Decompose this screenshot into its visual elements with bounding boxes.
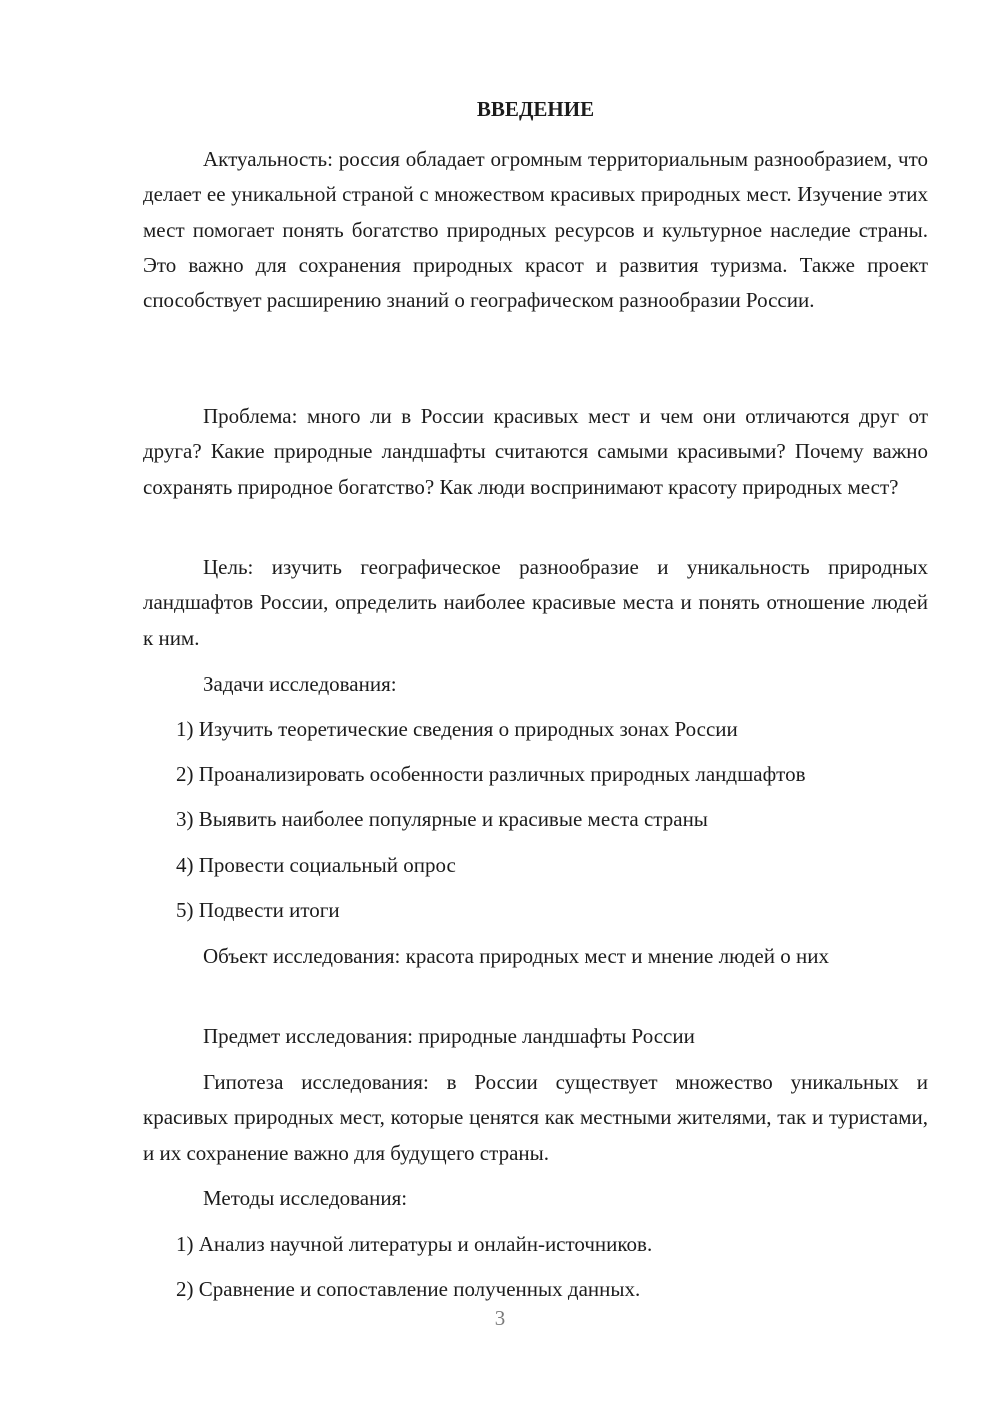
methods-heading: Методы исследования:: [203, 1186, 408, 1210]
page-number: 3: [494, 1306, 506, 1330]
page-title: ВВЕДЕНИЕ: [476, 97, 595, 121]
object-paragraph: Объект исследования: красота природных мест и мнение людей о них: [203, 944, 829, 968]
method-item: 1) Анализ научной литературы и онлайн-источников.: [176, 1232, 653, 1256]
relevance-paragraph: Актуальность: россия обладает огромным территориальным разнообразием, что делает ее уникальной страной с множеством красивых природных мест. Изучение этих мест помогает понять богатство природных ресурсов и культурное наследие страны. Это важно для сохранения природных красот и развития туризма. Также проект способствует расширению знаний о географическом разнообразии России.: [143, 147, 928, 313]
task-item: 5) Подвести итоги: [176, 898, 340, 922]
task-item: 2) Проанализировать особенности различных природных ландшафтов: [176, 762, 806, 786]
task-item: 3) Выявить наиболее популярные и красивые места страны: [176, 807, 708, 831]
hypothesis-paragraph: Гипотеза исследования: в России существует множество уникальных и красивых природных мест, которые ценятся как местными жителями, так и туристами, и их сохранение важно для будущего страны.: [143, 1070, 928, 1165]
task-item: 1) Изучить теоретические сведения о природных зонах России: [176, 717, 738, 741]
goal-paragraph: Цель: изучить географическое разнообразие и уникальность природных ландшафтов России, определить наиболее красивые места и понять отношение людей к ним.: [143, 555, 928, 650]
tasks-heading: Задачи исследования:: [203, 672, 397, 696]
task-item: 4) Провести социальный опрос: [176, 853, 456, 877]
subject-paragraph: Предмет исследования: природные ландшафты России: [203, 1024, 695, 1048]
method-item: 2) Сравнение и сопоставление полученных данных.: [176, 1277, 641, 1301]
problem-paragraph: Проблема: много ли в России красивых мест и чем они отличаются друг от друга? Какие природные ландшафты считаются самыми красивыми? Почему важно сохранять природное богатство? Как люди воспринимают красоту природных мест?: [143, 404, 928, 499]
